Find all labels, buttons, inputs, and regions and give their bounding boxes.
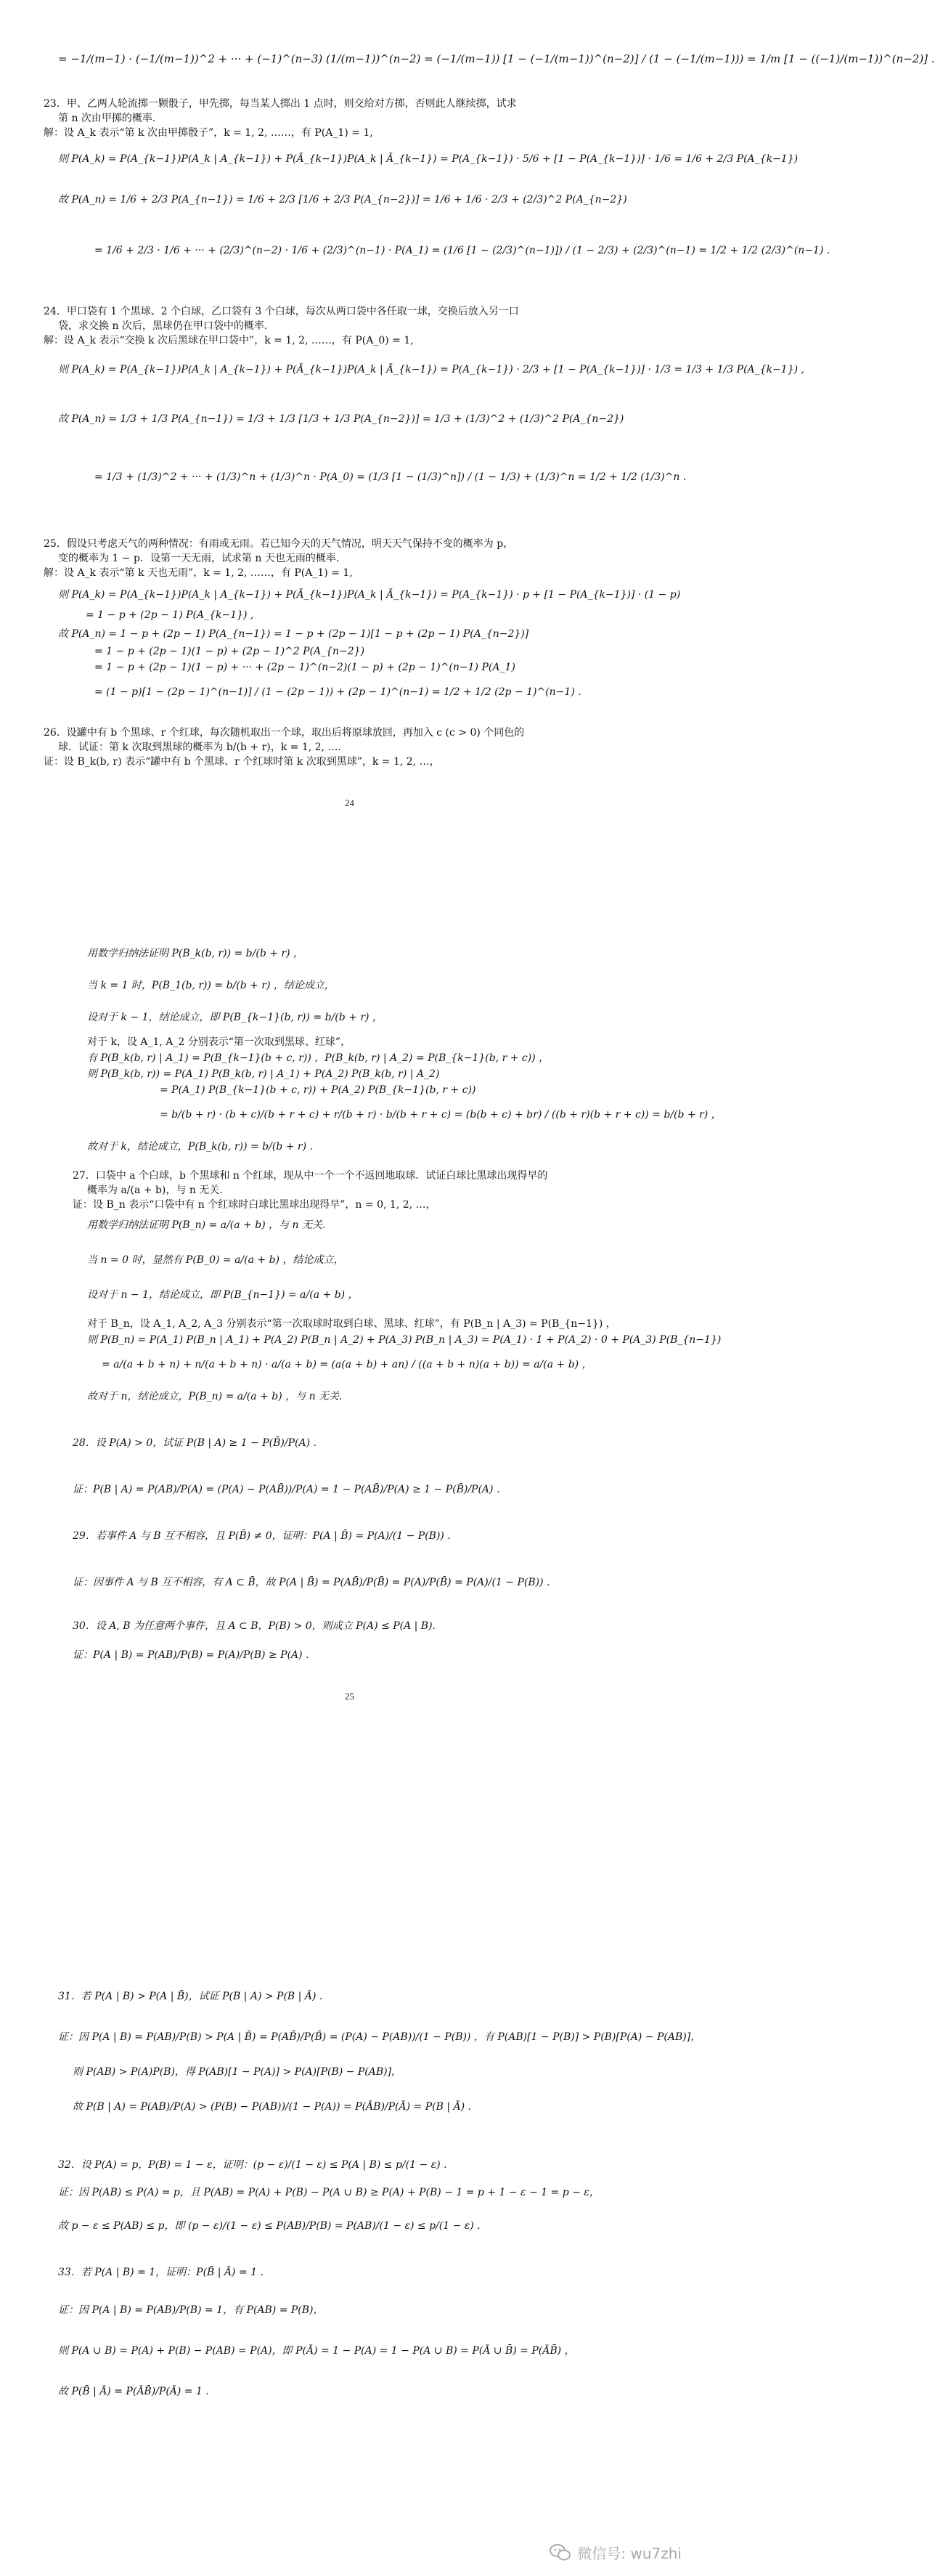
q31-text: 31．若 P(A | B) > P(A | B̄)，试证 P(B | A) > P(B | Ā) .	[58, 1991, 323, 2002]
q33-proof-2: 则 P(A ∪ B) = P(A) + P(B) − P(AB) = P(A)，即 P(Ā) = 1 − P(A) = 1 − P(A ∪ B) = P(Ā ∪ B̄) = P(ĀB̄) ，	[58, 2345, 575, 2357]
q32-proof-1: 证：因 P(AB) ≤ P(A) = p，且 P(AB) = P(A) + P(B) − P(A ∪ B) ≥ P(A) + P(B) − 1 = p + 1 − ε − 1 = p − ε，	[58, 2187, 600, 2198]
page-number: 24	[345, 797, 354, 808]
q25-eq2: = 1 − p + (2p − 1) P(A_{k−1}) ,	[86, 609, 254, 621]
page-24	[0, 0, 935, 893]
q27-proof-4: 设对于 n − 1，结论成立，即 P(B_{n−1}) = a/(a + b) ，	[87, 1289, 359, 1301]
q27-proof-7: = a/(a + b + n) + n/(a + b + n) · a/(a + b) = (a(a + b) + an) / ((a + b + n)(a + b)) = a/(a + b) ，	[102, 1359, 592, 1370]
q23-eq2: 故 P(A_n) = 1/6 + 2/3 P(A_{n−1}) = 1/6 + 2/3 [1/6 + 2/3 P(A_{n−2})] = 1/6 + 1/6 · 2/3 + (2/3)^2 P(A_{n−2})	[58, 194, 627, 206]
q27-proof-6: 则 P(B_n) = P(A_1) P(B_n | A_1) + P(A_2) P(B_n | A_2) + P(A_3) P(B_n | A_3) = P(A_1) · 1 + P(A_2) · 0 + P(A_3) P(B_{n−1})	[87, 1334, 722, 1346]
q23-text2: 第 n 次由甲掷的概率.	[58, 113, 156, 124]
q24-eq3: = 1/3 + (1/3)^2 + ··· + (1/3)^n + (1/3)^n · P(A_0) = (1/3 [1 − (1/3)^n]) / (1 − 1/3) + (1/3)^n = 1/2 + 1/2 (1/3)^n .	[94, 471, 687, 483]
total-probability: 则 P(B_k(b, r)) = P(A_1) P(B_k(b, r) | A_1) + P(A_2) P(B_k(b, r) | A_2)	[87, 1068, 440, 1080]
page-25	[0, 893, 722, 1888]
q23-eq3: = 1/6 + 2/3 · 1/6 + ··· + (2/3)^(n−2) · 1/6 + (2/3)^(n−1) · P(A_1) = (1/6 [1 − (2/3)^(n−1)]) / (1 − 2/3) + (2/3)^(n−1) = 1/2 + 1/2 (2/3)^(n−1) .	[94, 245, 830, 256]
q25-eq4: = 1 − p + (2p − 1)(1 − p) + (2p − 1)^2 P(A_{n−2})	[94, 646, 365, 657]
q26-text: 26．设罐中有 b 个黑球、r 个红球，每次随机取出一个球，取出后将原球放回，再加入 c (c > 0) 个同色的	[44, 727, 525, 739]
q25-text2: 变的概率为 1 − p．设第一天无雨，试求第 n 天也无雨的概率.	[58, 553, 340, 564]
page-26	[0, 1888, 702, 2576]
q32-proof-2: 故 p − ε ≤ P(AB) ≤ p，即 (p − ε)/(1 − ε) ≤ P(AB)/P(B) = P(AB)/(1 − ε) ≤ p/(1 − ε) .	[58, 2220, 481, 2232]
q27-proof-5: 对于 B_n，设 A_1, A_2, A_3 分别表示“第一次取球时取到白球、黑球、红球”，有 P(B_n | A_3) = P(B_{n−1}) ，	[87, 1318, 616, 1330]
q23-text: 23．甲、乙两人轮流掷一颗骰子，甲先掷，每当某人掷出 1 点时，则交给对方掷，否则此人继续掷，试求	[44, 98, 517, 110]
q28-text: 28．设 P(A) > 0，试证 P(B | A) ≥ 1 − P(B̄)/P(A) .	[73, 1437, 317, 1449]
q25-eq6: = (1 − p)[1 − (2p − 1)^(n−1)] / (1 − (2p − 1)) + (2p − 1)^(n−1) = 1/2 + 1/2 (2p − 1)^(n−1) .	[94, 686, 581, 698]
q27-proof-3: 当 n = 0 时，显然有 P(B_0) = a/(a + b) ，结论成立，	[87, 1254, 344, 1266]
q31-proof-3: 故 P(B | A) = P(AB)/P(A) > (P(B) − P(AB))/(1 − P(A)) = P(ĀB)/P(Ā) = P(B | Ā) .	[73, 2101, 471, 2113]
q23-solution-line1: 解：设 A_k 表示“第 k 次由甲掷骰子”，k = 1, 2, ……，有 P(A_1) = 1,	[44, 127, 373, 139]
q24-text: 24．甲口袋有 1 个黑球、2 个白球，乙口袋有 3 个白球，每次从两口袋中各任取一球，交换后放入另一口	[44, 306, 519, 317]
q31-proof-2: 则 P(AB) > P(A)P(B)，得 P(AB)[1 − P(A)] > P(A)[P(B) − P(AB)]，	[73, 2066, 402, 2078]
watermark-text: 微信号: wu7zhi	[577, 2545, 682, 2562]
q23-eq1: 则 P(A_k) = P(A_{k−1})P(A_k | A_{k−1}) + P(Ā_{k−1})P(A_k | Ā_{k−1}) = P(A_{k−1}) · 5/6 + [1 − P(A_{k−1})] · 1/6 = 1/6 + 2/3 P(A_{k−1})	[58, 153, 799, 165]
q25-text: 25．假设只考虑天气的两种情况：有雨或无雨。若已知今天的天气情况，明天天气保持不变的概率为 p，	[44, 538, 514, 550]
wechat-icon	[550, 2543, 571, 2562]
total-probability-3: = b/(b + r) · (b + c)/(b + r + c) + r/(b + r) · b/(b + r + c) = (b(b + c) + br) / ((b + r)(b + r + c)) = b/(b + r) ，	[160, 1109, 722, 1121]
base-case: 当 k = 1 时，P(B_1(b, r)) = b/(b + r) ，结论成立，	[87, 980, 335, 991]
q33-text: 33．若 P(A | B) = 1，证明：P(B̄ | Ā) = 1 .	[58, 2267, 264, 2278]
q27-proof-1: 证：设 B_n 表示“口袋中有 n 个红球时白球比黑球出现得早”，n = 0, 1, 2, …，	[73, 1199, 436, 1211]
q25-eq3: 故 P(A_n) = 1 − p + (2p − 1) P(A_{n−1}) = 1 − p + (2p − 1)[1 − p + (2p − 1) P(A_{n−2})]	[58, 628, 529, 640]
q33-proof-1: 证：因 P(A | B) = P(AB)/P(B) = 1，有 P(AB) = P(B)，	[58, 2304, 324, 2316]
q24-text2: 袋，求交换 n 次后，黑球仍在甲口袋中的概率.	[58, 320, 268, 332]
q27-text: 27．口袋中 a 个白球，b 个黑球和 n 个红球，现从中一个一个不返回地取球．试证白球比黑球出现得早的	[73, 1170, 548, 1182]
induction-hypothesis: 设对于 k − 1，结论成立，即 P(B_{k−1}(b, r)) = b/(b + r) ，	[87, 1012, 383, 1023]
q26-proof-line1: 证：设 B_k(b, r) 表示“罐中有 b 个黑球、r 个红球时第 k 次取到黑球”，k = 1, 2, …，	[44, 756, 440, 768]
q33-proof-3: 故 P(B̄ | Ā) = P(ĀB̄)/P(Ā) = 1 .	[58, 2386, 209, 2397]
q30-proof: 证：P(A | B) = P(AB)/P(B) = P(A)/P(B) ≥ P(A) .	[73, 1649, 309, 1661]
q27-text2: 概率为 a/(a + b)，与 n 无关.	[87, 1185, 223, 1196]
wechat-watermark	[550, 2542, 682, 2563]
total-probability-2: = P(A_1) P(B_{k−1}(b + c, r)) + P(A_2) P(B_{k−1}(b, r + c))	[160, 1084, 476, 1096]
q27-proof-2: 用数学归纳法证明 P(B_n) = a/(a + b) ，与 n 无关.	[87, 1219, 326, 1231]
events-definition: 对于 k，设 A_1, A_2 分别表示“第一次取到黑球、红球”，	[87, 1036, 351, 1048]
q24-solution-line1: 解：设 A_k 表示“交换 k 次后黑球在甲口袋中”，k = 1, 2, ……，有 P(A_0) = 1,	[44, 335, 414, 346]
q29-proof: 证：因事件 A 与 B 互不相容，有 A ⊂ B̄，故 P(A | B̄) = P(AB̄)/P(B̄) = P(A)/P(B̄) = P(A)/(1 − P(B)) .	[73, 1577, 550, 1588]
q29-text: 29．若事件 A 与 B 互不相容，且 P(B̄) ≠ 0，证明：P(A | B̄) = P(A)/(1 − P(B)) .	[73, 1530, 451, 1542]
page-number: 25	[345, 1691, 354, 1702]
q25-solution-line1: 解：设 A_k 表示“第 k 天也无雨”，k = 1, 2, ……，有 P(A_1) = 1,	[44, 567, 353, 579]
conditional-relations: 有 P(B_k(b, r) | A_1) = P(B_{k−1}(b + c, r)) ，P(B_k(b, r) | A_2) = P(B_{k−1}(b, r + c)) ，	[87, 1052, 550, 1064]
q25-eq5: = 1 − p + (2p − 1)(1 − p) + ··· + (2p − 1)^(n−2)(1 − p) + (2p − 1)^(n−1) P(A_1)	[94, 662, 515, 673]
q26-text2: 球．试证：第 k 次取到黑球的概率为 b/(b + r)，k = 1, 2, …．	[58, 741, 348, 753]
q25-eq1: 则 P(A_k) = P(A_{k−1})P(A_k | A_{k−1}) + P(Ā_{k−1})P(A_k | Ā_{k−1}) = P(A_{k−1}) · p + [1 − P(A_{k−1})] · (1 − p)	[58, 589, 681, 601]
q31-proof-1: 证：因 P(A | B) = P(AB)/P(B) > P(A | B̄) = P(AB̄)/P(B̄) = (P(A) − P(AB))/(1 − P(B)) ，有 P(AB)[1 − P(B)] > P(B)[P(A) − P(AB)]，	[58, 2031, 701, 2043]
conclusion-k: 故对于 k，结论成立，P(B_k(b, r)) = b/(b + r) .	[87, 1141, 313, 1153]
equation-top: = −1/(m−1) · (−1/(m−1))^2 + ··· + (−1)^(n−3) (1/(m−1))^(n−2) = (−1/(m−1)) [1 − (−1/(m−1))^(n−2)] / (1 − (−1/(m−1))) = 1/m [1 − ((−1)/(m−1))^(n−2)] .	[58, 52, 935, 65]
q28-proof: 证：P(B | A) = P(AB)/P(A) = (P(A) − P(AB̄))/P(A) = 1 − P(AB̄)/P(A) ≥ 1 − P(B̄)/P(A) .	[73, 1484, 500, 1495]
q24-eq2: 故 P(A_n) = 1/3 + 1/3 P(A_{n−1}) = 1/3 + 1/3 [1/3 + 1/3 P(A_{n−2})] = 1/3 + (1/3)^2 + (1/3)^2 P(A_{n−2})	[58, 413, 624, 425]
induction-claim: 用数学归纳法证明 P(B_k(b, r)) = b/(b + r) ，	[87, 948, 304, 959]
q27-proof-8: 故对于 n，结论成立，P(B_n) = a/(a + b) ，与 n 无关.	[87, 1391, 343, 1402]
q24-eq1: 则 P(A_k) = P(A_{k−1})P(A_k | A_{k−1}) + P(Ā_{k−1})P(A_k | Ā_{k−1}) = P(A_{k−1}) · 2/3 + [1 − P(A_{k−1})] · 1/3 = 1/3 + 1/3 P(A_{k−1}) ,	[58, 364, 804, 375]
q32-text: 32．设 P(A) = p，P(B) = 1 − ε，证明：(p − ε)/(1 − ε) ≤ P(A | B) ≤ p/(1 − ε) .	[58, 2159, 447, 2171]
q30-text: 30．设 A, B 为任意两个事件，且 A ⊂ B，P(B) > 0，则成立 P(A) ≤ P(A | B).	[73, 1620, 436, 1632]
